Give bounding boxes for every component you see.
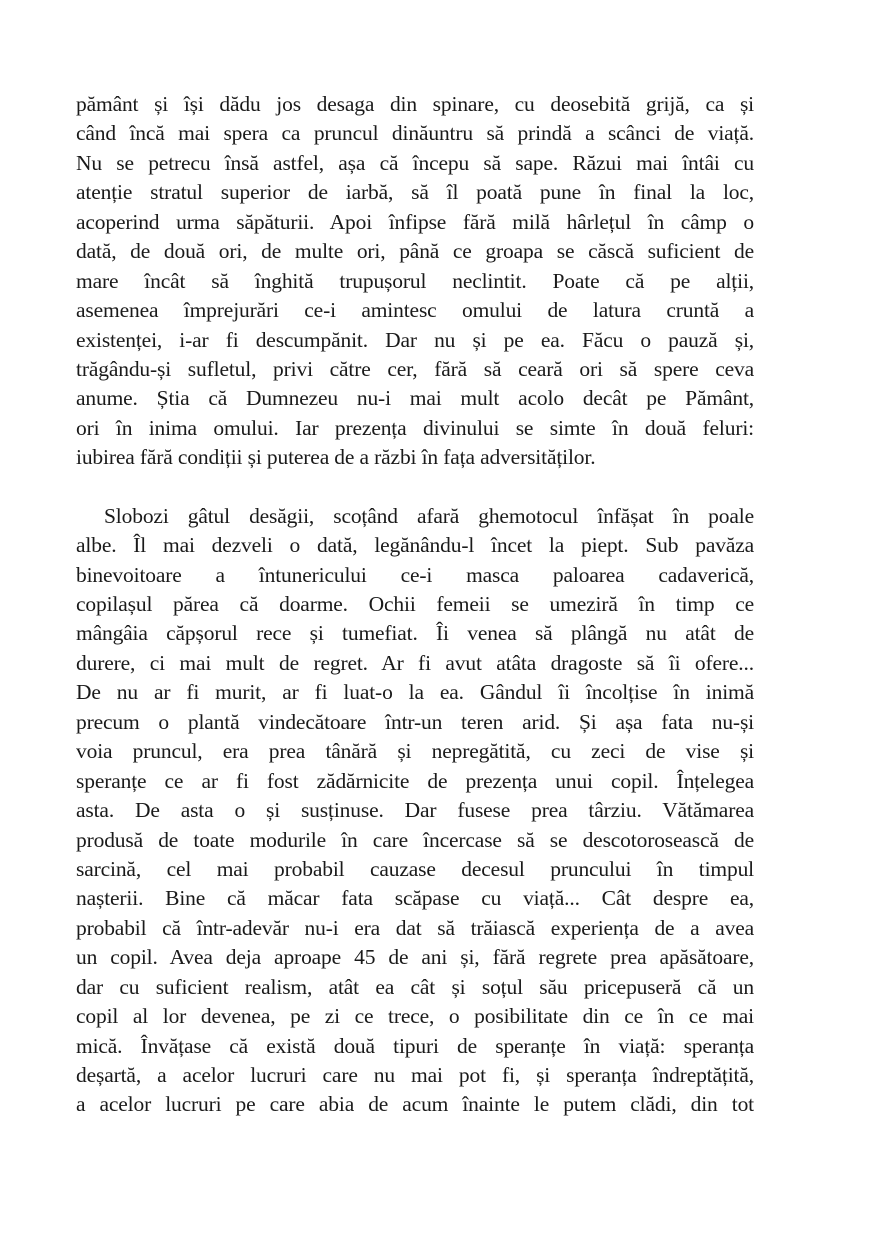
text-line: acoperind urma săpăturii. Apoi înfipse fără milă hârlețul în câmp o <box>76 209 754 234</box>
text-line: speranțe ce ar fi fost zădărnicite de prezența unui copil. Înțelegea <box>76 768 754 793</box>
text-line: mică. Învățase că există două tipuri de speranțe în viață: speranța <box>76 1033 754 1058</box>
text-line: probabil că într-adevăr nu-i era dat să trăiască experiența de a avea <box>76 915 754 940</box>
text-line: asemenea împrejurări ce-i amintesc omului de latura cruntă a <box>76 298 754 323</box>
text-line: asta. De asta o și susținuse. Dar fusese prea târziu. Vătămarea <box>76 798 754 823</box>
text-line: a acelor lucruri pe care abia de acum înainte le putem clădi, din tot <box>76 1092 754 1117</box>
text-line: copil al lor devenea, pe zi ce trece, o posibilitate din ce în ce mai <box>76 1004 754 1029</box>
text-line: albe. Îl mai dezveli o dată, legănându-l încet la piept. Sub pavăza <box>76 533 754 558</box>
text-line: anume. Știa că Dumnezeu nu-i mai mult acolo decât pe Pământ, <box>76 386 754 411</box>
text-line: un copil. Avea deja aproape 45 de ani și, fără regrete prea apăsătoare, <box>76 945 754 970</box>
text-line: precum o plantă vindecătoare într-un teren arid. Și așa fata nu-și <box>76 709 754 734</box>
text-line: dată, de două ori, de multe ori, până ce groapa se căscă suficient de <box>76 239 754 264</box>
text-line: deșartă, a acelor lucruri care nu mai pot fi, și speranța îndreptățită, <box>76 1063 754 1087</box>
text-line: când încă mai spera ca pruncul dinăuntru să prindă a scânci de viață. <box>76 121 754 146</box>
text-line: De nu ar fi murit, ar fi luat-o la ea. Gândul îi încolțise în inimă <box>76 680 754 705</box>
text-line: atenție stratul superior de iarbă, să îl poată pune în final la loc, <box>76 180 754 205</box>
text-line: copilașul părea că doarme. Ochii femeii se umeziră în timp ce <box>76 592 754 616</box>
text-line: iubirea fără condiții și puterea de a răzbi în fața adversităților. <box>76 445 596 470</box>
document-page <box>76 90 754 1120</box>
text-line: durere, ci mai mult de regret. Ar fi avut atâta dragoste să îi ofere... <box>76 650 754 675</box>
paragraph-1 <box>76 90 754 473</box>
text-line: Slobozi gâtul desăgii, scoțând afară ghemotocul înfășat în poale <box>104 503 754 528</box>
text-line: ori în inima omului. Iar prezența divinului se simte în două feluri: <box>76 415 754 440</box>
text-line: produsă de toate modurile în care încercase să se descotorosească de <box>76 827 754 852</box>
text-line: sarcină, cel mai probabil cauzase decesul pruncului în timpul <box>76 856 754 881</box>
text-line: mângâia căpșorul rece și tumefiat. Îi venea să plângă nu atât de <box>76 621 754 646</box>
text-line: voia pruncul, era prea tânără și nepregătită, cu zeci de vise și <box>76 739 754 764</box>
text-line: dar cu suficient realism, atât ea cât și soțul său pricepuseră că un <box>76 974 754 999</box>
text-line: existenței, i-ar fi descumpănit. Dar nu și pe ea. Făcu o pauză și, <box>76 327 754 352</box>
text-line: pământ și își dădu jos desaga din spinare, cu deosebită grijă, ca și <box>76 92 754 116</box>
text-line: Nu se petrecu însă astfel, așa că începu să sape. Răzui mai întâi cu <box>76 150 754 175</box>
text-line: nașterii. Bine că măcar fata scăpase cu viață... Cât despre ea, <box>76 886 754 911</box>
text-line: mare încât să înghită trupușorul neclintit. Poate că pe alții, <box>76 268 754 293</box>
text-line: trăgându-și sufletul, privi către cer, fără să ceară ori să spere ceva <box>76 356 754 381</box>
text-line: binevoitoare a întunericului ce-i masca paloarea cadaverică, <box>76 562 754 587</box>
paragraph-2 <box>76 502 754 1120</box>
